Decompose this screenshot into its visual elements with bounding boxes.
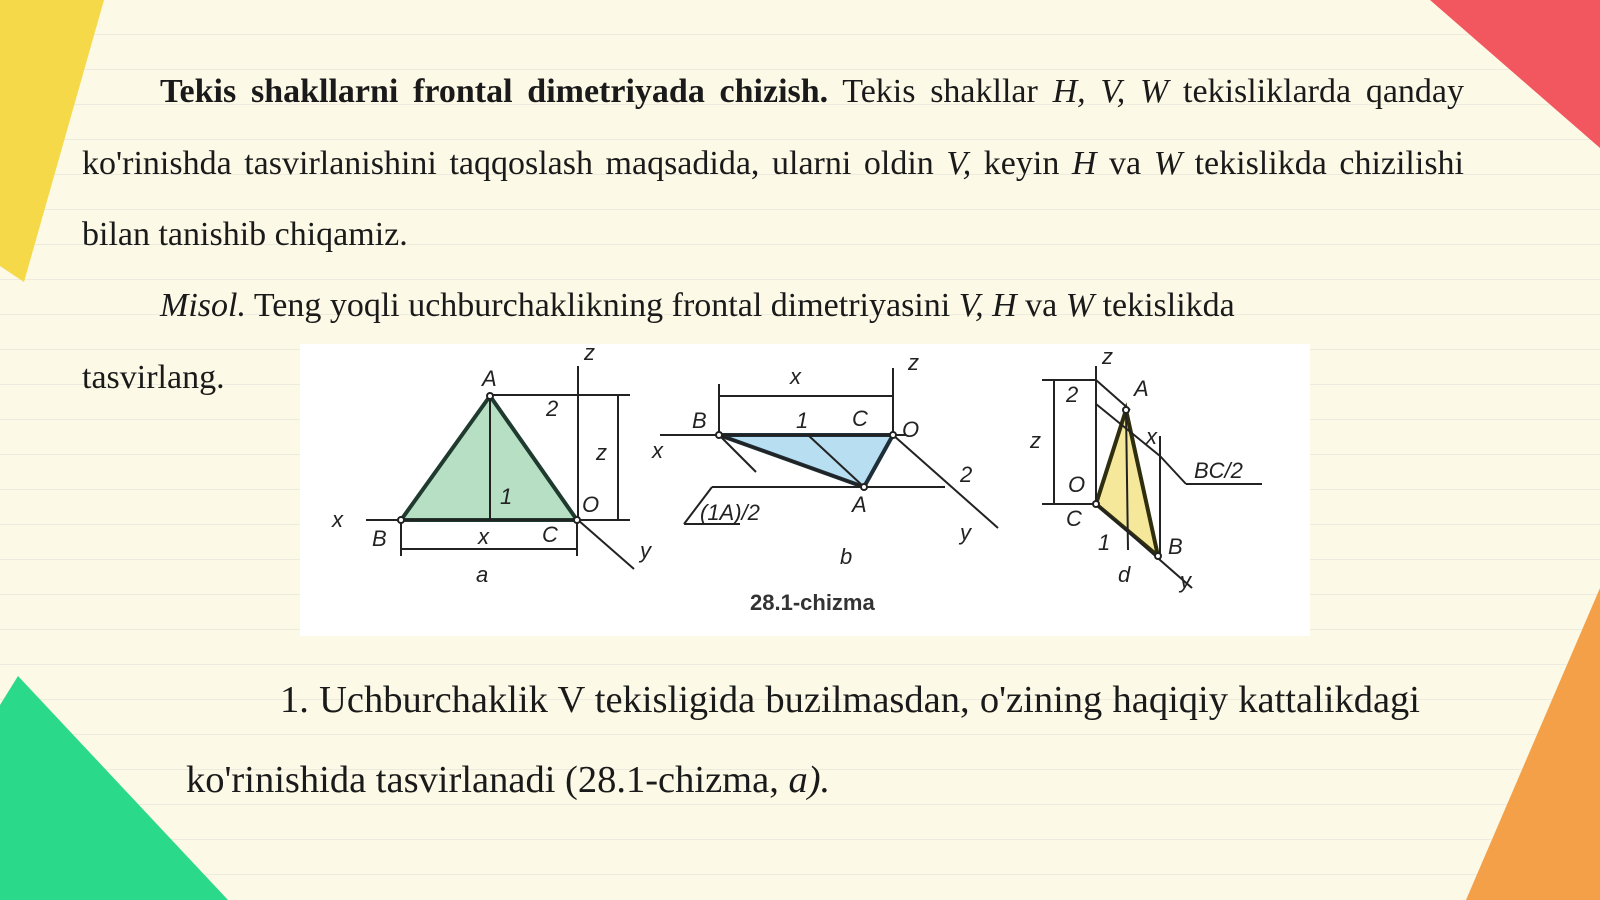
label-d-1: 1 [1098, 530, 1111, 555]
figure-drawing [300, 344, 1310, 636]
label-a-B: B [372, 526, 387, 551]
label-d-y-axis: y [1180, 568, 1191, 593]
label-a-z-axis: z [584, 344, 595, 365]
label-d-bc-half: BC/2 [1194, 458, 1243, 483]
figure-28-1 [300, 344, 1310, 636]
label-b-x-axis: x [652, 438, 663, 463]
drawing-a [366, 366, 634, 569]
label-d-z-dim: z [1030, 428, 1041, 453]
label-a-C: C [542, 522, 558, 547]
corner-shape-orange [1466, 588, 1600, 900]
label-b-z-axis: z [908, 350, 919, 375]
label-a-y-axis: y [640, 538, 651, 563]
list-item-1: 1. Uchburchaklik V tekisligida buzilmasdan, o'zining haqiqiy kattalikdagi ko'rinishida tasvirlanadi (28.1-chizma, a). [186, 679, 1420, 801]
label-d-A: A [1134, 376, 1149, 401]
label-b-1: 1 [796, 408, 809, 433]
label-d-z-axis: z [1102, 344, 1113, 369]
label-b: b [840, 544, 853, 569]
label-a-2: 2 [546, 396, 559, 421]
intro-paragraph: Tekis shakllarni frontal dimetriyada chizish. Tekis shakllar H, V, W tekisliklarda qanday ko'rinishda tasvirlanishini taqqoslash maqsadida, ularni oldin V, keyin H va W tekislikda chizilishi bilan tanishib chiqamiz. [82, 73, 1465, 253]
label-d-2: 2 [1066, 382, 1079, 407]
label-d: d [1118, 562, 1131, 587]
label-b-y-axis: y [960, 520, 971, 545]
label-b-A: A [852, 492, 867, 517]
label-b-O: O [902, 417, 920, 442]
label-a-x-dim: x [478, 524, 489, 549]
label-a: a [476, 562, 489, 587]
label-b-half: (1A)/2 [700, 500, 760, 525]
section-title: Tekis shakllarni frontal dimetriyada chizish. [160, 73, 829, 110]
label-b-2: 2 [960, 462, 973, 487]
label-a-1: 1 [500, 484, 513, 509]
label-d-C: C [1066, 506, 1082, 531]
label-a-O: O [582, 492, 600, 517]
label-b-x-dim: x [790, 364, 801, 389]
label-a-x-axis: x [332, 507, 343, 532]
label-b-C: C [852, 406, 868, 431]
label-a-z-dim: z [596, 440, 607, 465]
label-b-B: B [692, 408, 707, 433]
figure-caption: 28.1-chizma [750, 590, 875, 615]
example-paragraph: Misol. Teng yoqli uchburchaklikning frontal dimetriyasini V, H va W tekislikda tasvirlang. [82, 287, 1235, 396]
label-d-B: B [1168, 534, 1183, 559]
label-a-A: A [482, 366, 497, 391]
label-d-x-mark: x [1146, 424, 1157, 449]
label-d-O: O [1068, 472, 1086, 497]
